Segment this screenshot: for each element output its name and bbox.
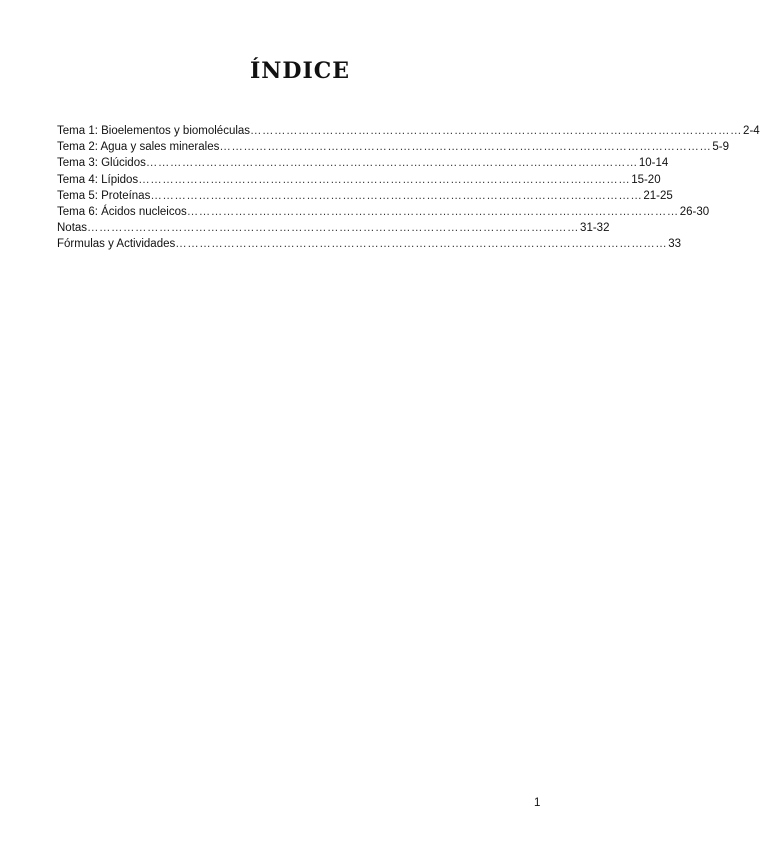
table-of-contents bbox=[57, 123, 760, 253]
toc-leader-dots: …………………………………………………………………………………………………………… bbox=[219, 141, 712, 154]
toc-leader-dots: …………………………………………………………………………………………………………… bbox=[150, 189, 643, 202]
toc-entry-page: 15-20 bbox=[631, 173, 661, 186]
toc-leader-dots: …………………………………………………………………………………………………………… bbox=[87, 222, 580, 235]
toc-entry-label: Tema 2: Agua y sales minerales bbox=[57, 141, 220, 154]
toc-entry-page: 21-25 bbox=[643, 189, 673, 202]
toc-entry-formulas[interactable] bbox=[57, 236, 682, 252]
toc-entry-label: Tema 4: Lípidos bbox=[57, 173, 139, 186]
toc-entry-label: Tema 1: Bioelementos y biomoléculas bbox=[57, 125, 251, 137]
toc-entry-tema-2[interactable] bbox=[57, 139, 729, 155]
toc-entry-tema-1[interactable] bbox=[57, 123, 760, 139]
toc-entry-page: 33 bbox=[668, 238, 682, 251]
toc-entry-page: 10-14 bbox=[638, 157, 669, 170]
toc-entry-tema-5[interactable] bbox=[57, 188, 673, 204]
toc-entry-notas[interactable] bbox=[57, 220, 610, 236]
toc-leader-dots: …………………………………………………………………………………………………………… bbox=[175, 238, 668, 251]
toc-entry-label: Fórmulas y Actividades bbox=[57, 238, 176, 251]
page-number: 1 bbox=[534, 797, 541, 809]
toc-entry-page: 26-30 bbox=[679, 206, 710, 219]
toc-entry-tema-3[interactable] bbox=[57, 155, 669, 171]
toc-leader-dots: …………………………………………………………………………………………………………… bbox=[138, 173, 631, 186]
toc-entry-page: 5-9 bbox=[712, 141, 729, 154]
toc-entry-page: 31-32 bbox=[580, 222, 610, 235]
toc-entry-page: 2-4 bbox=[743, 125, 760, 137]
toc-leader-dots: …………………………………………………………………………………………………………… bbox=[186, 206, 679, 219]
toc-leader-dots: …………………………………………………………………………………………………………… bbox=[250, 125, 743, 137]
toc-entry-label: Tema 6: Ácidos nucleicos bbox=[57, 206, 187, 219]
toc-entry-label: Tema 3: Glúcidos bbox=[57, 157, 146, 170]
page-title: ÍNDICE bbox=[249, 58, 351, 84]
toc-leader-dots: …………………………………………………………………………………………………………… bbox=[145, 157, 638, 170]
toc-entry-label: Notas bbox=[57, 222, 88, 235]
toc-entry-tema-4[interactable] bbox=[57, 172, 661, 188]
toc-entry-tema-6[interactable] bbox=[57, 204, 710, 220]
toc-entry-label: Tema 5: Proteínas bbox=[57, 189, 151, 202]
